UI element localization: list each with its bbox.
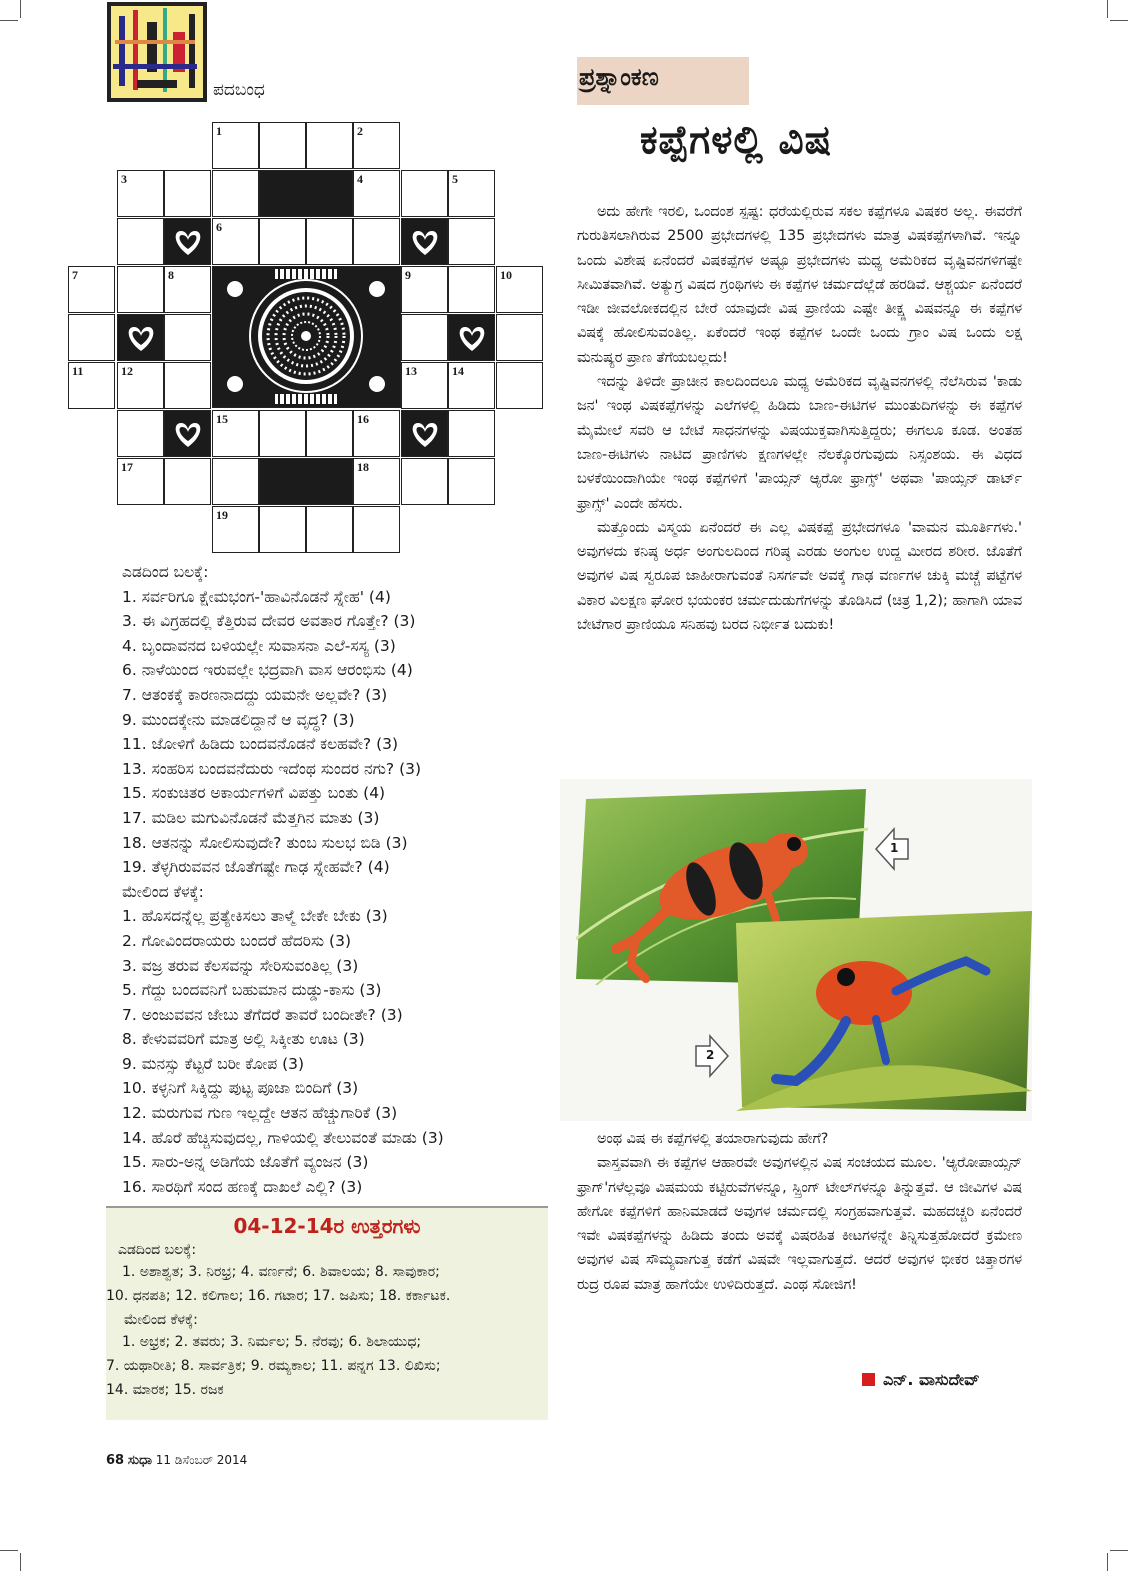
answers-across — [106, 1260, 542, 1308]
answers-line: 1. ಅಶಾಶ್ವತ; 3. ನಿರಭ್ರ; 4. ವರ್ಣನೆ; 6. ಶಿವಾಲಯ; 8. ಸಾವುಕಾರ; — [122, 1264, 440, 1280]
article-paragraph: ಅದು ಹೇಗೇ ಇರಲಿ, ಒಂದಂಶ ಸ್ಪಷ್ಟ: ಧರೆಯಲ್ಲಿರುವ ಸಕಲ ಕಪ್ಪೆಗಳೂ ವಿಷಕರ ಅಲ್ಲ. ಈವರೆಗೆ ಗುರುತಿಸಲಾಗಿರುವ 2500 ಪ್ರಭೇದಗಳಲ್ಲಿ 135 ಪ್ರಭೇದಗಳು ಮಾತ್ರ ವಿಷಕಪ್ಪೆಗಳಾಗಿವೆ. ಇನ್ನೂ ಒಂದು ವಿಶೇಷ ಏನೆಂದರೆ ವಿಷಕಪ್ಪೆಗಳ ಅಷ್ಟೂ ಪ್ರಭೇದಗಳು ಮಧ್ಯ ಅಮೆರಿಕದ ವೃಷ್ಟಿವನಗಳಿಗಷ್ಟೇ ಸೀಮಿತವಾಗಿವೆ. ಅತ್ಯುಗ್ರ ವಿಷದ ಗ್ರಂಥಿಗಳು ಈ ಕಪ್ಪೆಗಳ ಚರ್ಮದೆಲ್ಲೆಡೆ ಹರಡಿವೆ. ಆಶ್ಚರ್ಯ ಏನೆಂದರೆ ಇಡೀ ಜೀವಲೋಕದಲ್ಲಿನ ಬೇರೆ ಯಾವುದೇ ವಿಷ ಪ್ರಾಣಿಯ ಎಷ್ಟೇ ತೀಕ್ಷ್ಣ ವಿಷವನ್ನೂ ಈ ಕಪ್ಪೆಗಳ ವಿಷಕ್ಕೆ ಹೋಲಿಸುವಂತಿಲ್ಲ. ಏಕೆಂದರೆ ಇಂಥ ಕಪ್ಪೆಗಳ ಒಂದೇ ಒಂದು ಗ್ರಾಂ ವಿಷ ಒಂದು ಲಕ್ಷ ಮನುಷ್ಯರ ಪ್ರಾಣ ತೆಗೆಯಬಲ್ಲದು! — [577, 204, 1022, 366]
grid-cell[interactable] — [212, 506, 259, 553]
crop-mark — [0, 20, 18, 21]
heart-icon — [164, 218, 211, 265]
heart-icon — [448, 314, 495, 361]
grid-cell[interactable] — [117, 362, 164, 409]
grid-cell[interactable] — [117, 266, 164, 313]
grid-cell[interactable] — [353, 170, 400, 217]
photo-1-arrow — [872, 827, 912, 875]
grid-cell[interactable] — [353, 218, 400, 265]
article-paragraph: ಇದನ್ನು ತಿಳಿದೇ ಪ್ರಾಚೀನ ಕಾಲದಿಂದಲೂ ಮಧ್ಯ ಅಮೆರಿಕದ ವೃಷ್ಟಿವನಗಳಲ್ಲಿ ನೆಲೆಸಿರುವ 'ಕಾಡು ಜನ' ಇಂಥ ವಿಷಕಪ್ಪೆಗಳನ್ನು ಎಲೆಗಳಲ್ಲಿ ಹಿಡಿದು ಬಾಣ-ಈಟಿಗಳ ಮುಂತುದಿಗಳನ್ನು ಈ ಕಪ್ಪೆಗಳ ಮೈಮೇಲೆ ಸವರಿ ಆ ಬೇಟೆ ಸಾಧನಗಳನ್ನು ವಿಷಯುಕ್ತವಾಗಿಸುತ್ತಿದ್ದರು; ಈಗಲೂ ಕೂಡ. ಅಂತಹ ಬಾಣ-ಈಟಿಗಳು ನಾಟಿದ ಪ್ರಾಣಿಗಳು ಕ್ಷಣಗಳಲ್ಲೇ ನೆಲಕ್ಕೊರಗುವುದು ನಿಸ್ಸಂಶಯ. ಈ ವಿಧದ ಬಳಕೆಯಿಂದಾಗಿಯೇ ಇಂಥ ಕಪ್ಪೆಗಳಿಗೆ 'ಪಾಯ್ಸನ್ ಆ್ಯರೋ ಫ್ರಾಗ್ಸ್' ಅಥವಾ 'ಪಾಯ್ಸನ್ ಡಾರ್ಟ್ ಫ್ರಾಗ್ಸ್' ಎಂದೇ ಹೆಸರು. — [577, 374, 1022, 512]
crop-mark — [1110, 20, 1128, 21]
grid-cell[interactable] — [401, 362, 448, 409]
cell-number: 10 — [500, 268, 512, 282]
cell-number: 19 — [216, 508, 228, 522]
clue-item: 2. ಗೋವಿಂದರಾಯರು ಬಂದರೆ ಹೆದರಿಸು (3) — [122, 931, 351, 950]
across-heading: ಎಡದಿಂದ ಬಲಕ್ಕೆ: — [122, 563, 209, 581]
clue-item: 7. ಅಂಜುವವನ ಜೇಬು ತೆಗೆದರೆ ತಾವರೆ ಬಂದೀತೇ? (3) — [122, 1005, 403, 1024]
clue-item: 5. ಗೆದ್ದು ಬಂದವನಿಗೆ ಬಹುಮಾನ ದುಡ್ಡು-ಕಾಸು (3) — [122, 981, 382, 1000]
article-body-continued — [577, 1127, 1022, 1297]
heart-icon — [117, 314, 164, 361]
grid-cell[interactable] — [306, 506, 353, 553]
issue-date: 11 ಡಿಸೆಂಬರ್ 2014 — [155, 1453, 248, 1467]
grid-cell[interactable] — [401, 266, 448, 313]
cell-number: 2 — [357, 124, 363, 138]
page-number: 68 — [106, 1453, 125, 1468]
heart-icon — [401, 410, 448, 457]
grid-cell[interactable] — [401, 314, 448, 361]
clue-item: 1. ಹೊಸದನ್ನೆಲ್ಲ ಪ್ರತ್ಯೇಕಿಸಲು ತಾಳ್ಮೆ ಬೇಕೇ ಬೇಕು (3) — [122, 907, 388, 926]
mandala-ornament — [212, 266, 401, 408]
grid-cell[interactable] — [164, 170, 211, 217]
grid-cell[interactable] — [117, 458, 164, 505]
grid-cell[interactable] — [306, 218, 353, 265]
grid-cell[interactable] — [212, 122, 259, 169]
heart-icon — [164, 410, 211, 457]
crop-mark — [1110, 1550, 1128, 1551]
answers-down-heading: ಮೇಲಿಂದ ಕೆಳಕ್ಕೆ: — [124, 1312, 198, 1328]
section-label: ಪದಬಂಧ — [213, 80, 265, 100]
answers-line: 14. ಮಾರಕ; 15. ರಜಕ — [106, 1382, 224, 1398]
clue-item: 17. ಮಡಿಲ ಮಗುವಿನೊಡನೆ ಮೆತ್ತಗಿನ ಮಾತು (3) — [122, 808, 380, 827]
grid-cell[interactable] — [164, 362, 211, 409]
grid-cell[interactable] — [448, 458, 495, 505]
crop-mark — [0, 1550, 18, 1551]
section-tag-label: ಪ್ರಶ್ನಾಂಕಣ — [579, 63, 659, 91]
grid-cell[interactable] — [68, 266, 115, 313]
grid-cell[interactable] — [306, 122, 353, 169]
cell-number: 11 — [72, 364, 84, 378]
article-headline: ಕಪ್ಪೆಗಳಲ್ಲಿ ವಿಷ — [640, 118, 833, 163]
clue-item: 7. ಆತಂಕಕ್ಕೆ ಕಾರಣನಾದದ್ದು ಯಮನೇ ಅಲ್ಲವೇ? (3) — [122, 685, 388, 704]
answers-box — [106, 1206, 548, 1420]
cell-number: 14 — [452, 364, 464, 378]
grid-cell[interactable] — [164, 458, 211, 505]
crossword-logo — [107, 2, 207, 102]
grid-cell[interactable] — [212, 218, 259, 265]
cell-number: 1 — [216, 124, 222, 138]
clue-item: 8. ಕೇಳುವವರಿಗೆ ಮಾತ್ರ ಅಲ್ಲಿ ಸಿಕ್ಕೀತು ಊಟ (3) — [122, 1030, 365, 1049]
grid-cell[interactable] — [353, 410, 400, 457]
grid-cell[interactable] — [353, 458, 400, 505]
cell-number: 3 — [121, 172, 127, 186]
article-body — [577, 200, 1022, 637]
grid-cell[interactable] — [448, 362, 495, 409]
clue-item: 19. ತೆಳ್ಳಗಿರುವವನ ಜೊತೆಗಷ್ಟೇ ಗಾಢ ಸ್ನೇಹವೇ? (4) — [122, 858, 390, 877]
article-paragraph: ಅಂಥ ವಿಷ ಈ ಕಪ್ಪೆಗಳಲ್ಲಿ ತಯಾರಾಗುವುದು ಹೇಗೆ? — [597, 1131, 829, 1147]
answers-line: 10. ಧನಪತಿ; 12. ಕಲಿಗಾಲ; 16. ಗಟಾರ; 17. ಜಪಿಸು; 18. ಕರ್ಕಾಟಕ. — [106, 1288, 451, 1304]
author-name: ಎನ್. ವಾಸುದೇವ್ — [883, 1370, 980, 1389]
black-cell — [259, 458, 353, 505]
grid-cell[interactable] — [164, 266, 211, 313]
clue-item: 15. ಸಾರು-ಅನ್ನ ಅಡಿಗೆಯ ಜೊತೆಗೆ ವ್ಯಂಜನ (3) — [122, 1153, 369, 1172]
grid-cell[interactable] — [353, 506, 400, 553]
clue-item: 18. ಆತನನ್ನು ಸೋಲಿಸುವುದೇ? ತುಂಬ ಸುಲಭ ಬಿಡಿ (3) — [122, 833, 408, 852]
grid-cell[interactable] — [68, 362, 115, 409]
clue-item: 6. ನಾಳೆಯಿಂದ ಇರುವಲ್ಲೇ ಭದ್ರವಾಗಿ ವಾಸ ಆರಂಭಿಸು (4) — [122, 661, 413, 680]
grid-cell[interactable] — [259, 410, 306, 457]
clue-item: 9. ಮುಂದಕ್ಕೇನು ಮಾಡಲಿದ್ದಾನೆ ಆ ವೃದ್ಧ? (3) — [122, 710, 355, 729]
clue-item: 1. ಸರ್ವರಿಗೂ ಕ್ಷೇಮಭಂಗ-'ಹಾವಿನೊಡನೆ ಸ್ನೇಹ' (4) — [122, 587, 391, 606]
grid-cell[interactable] — [259, 122, 306, 169]
section-tag — [577, 57, 749, 105]
grid-cell[interactable] — [448, 266, 495, 313]
grid-cell[interactable] — [164, 314, 211, 361]
article-paragraph: ಮತ್ತೊಂದು ವಿಸ್ಮಯ ಏನೆಂದರೆ ಈ ಎಲ್ಲ ವಿಷಕಪ್ಪೆ ಪ್ರಭೇದಗಳೂ 'ವಾಮನ ಮೂರ್ತಿಗಳು.' ಅವುಗಳದು ಕನಿಷ್ಠ ಅರ್ಧ ಅಂಗುಲದಿಂದ ಗರಿಷ್ಠ ಎರಡು ಅಂಗುಲ ಉದ್ದ ಮೀರದ ಶರೀರ. ಜೊತೆಗೆ ಅವುಗಳ ವಿಷ ಸ್ವರೂಪ ಜಾಹೀರಾಗುವಂತೆ ನಿಸರ್ಗವೇ ಅವಕ್ಕೆ ಗಾಢ ವರ್ಣಗಳ ಚುಕ್ಕಿ ಮಚ್ಚೆ ಪಟ್ಟೆಗಳ ವಿಕಾರ ವಿಲಕ್ಷಣ ಘೋರ ಭಯಂಕರ ಚರ್ಮದುಡುಗೆಗಳನ್ನು ತೊಡಿಸಿದೆ (ಚಿತ್ರ 1,2); ಹಾಗಾಗಿ ಯಾವ ಬೇಟೆಗಾರ ಪ್ರಾಣಿಯೂ ಸನಿಹವು ಬರದ ನಿರ್ಭೀತ ಬದುಕು! — [577, 519, 1022, 634]
grid-cell[interactable] — [353, 122, 400, 169]
grid-cell[interactable] — [68, 314, 115, 361]
grid-cell[interactable] — [117, 218, 164, 265]
answers-line: 7. ಯಥಾರೀತಿ; 8. ಸಾರ್ವತ್ರಿಕ; 9. ರಮ್ಯಕಾಲ; 11. ಪನ್ನಗ 13. ಲಿಖಿಸು; — [106, 1358, 441, 1374]
black-cell — [259, 170, 353, 217]
cell-number: 15 — [216, 412, 228, 426]
clue-item: 4. ಬೃಂದಾವನದ ಬಳಿಯಲ್ಲೇ ಸುವಾಸನಾ ಎಲೆ-ಸಸ್ಯ (3) — [122, 636, 396, 655]
clue-item: 12. ಮರುಗುವ ಗುಣ ಇಲ್ಲದ್ದೇ ಆತನ ಹೆಚ್ಚುಗಾರಿಕೆ (3) — [122, 1104, 398, 1123]
byline-marker-icon — [862, 1373, 875, 1386]
grid-cell[interactable] — [117, 170, 164, 217]
grid-cell[interactable] — [448, 170, 495, 217]
grid-cell[interactable] — [259, 218, 306, 265]
clue-item: 10. ಕಳ್ಳನಿಗೆ ಸಿಕ್ಕಿದ್ದು ಪುಟ್ಟ ಪೂಜಾ ಬಿಂದಿಗೆ (3) — [122, 1079, 359, 1098]
cell-number: 16 — [357, 412, 369, 426]
cell-number: 9 — [405, 268, 411, 282]
crop-mark — [1107, 1553, 1108, 1571]
answers-line: 1. ಅಭ್ರಕ; 2. ತವರು; 3. ನಿರ್ಮಲ; 5. ನೆರವು; 6. ಶಿಲಾಯುಧ; — [122, 1334, 422, 1350]
grid-cell[interactable] — [401, 170, 448, 217]
clue-item: 13. ಸಂಹರಿಸ ಬಂದವನೆದುರು ಇದೆಂಥ ಸುಂದರ ನಗು? (3) — [122, 759, 422, 778]
answers-across-heading: ಎಡದಿಂದ ಬಲಕ್ಕೆ: — [118, 1242, 197, 1258]
grid-cell[interactable] — [496, 266, 543, 313]
grid-cell[interactable] — [212, 410, 259, 457]
crossword-clues — [122, 560, 552, 1199]
cell-number: 4 — [357, 172, 363, 186]
photo-label: 2 — [706, 1048, 715, 1062]
answers-down — [106, 1330, 542, 1402]
grid-cell[interactable] — [496, 362, 543, 409]
clue-item: 3. ಈ ವಿಗ್ರಹದಲ್ಲಿ ಕೆತ್ತಿರುವ ದೇವರ ಅವತಾರ ಗೊತ್ತೇ? (3) — [122, 612, 416, 631]
cell-number: 5 — [452, 172, 458, 186]
article-paragraph: ವಾಸ್ತವವಾಗಿ ಈ ಕಪ್ಪೆಗಳ ಆಹಾರವೇ ಅವುಗಳಲ್ಲಿನ ವಿಷ ಸಂಚಯದ ಮೂಲ. 'ಆ್ಯರೋಪಾಯ್ಸನ್ ಫ್ರಾಗ್'ಗಳೆಲ್ಲವೂ ವಿಷಮಯ ಕಟ್ಟಿರುವೆಗಳನ್ನೂ, ಸ್ಪ್ರಿಂಗ್ ಟೇಲ್‌ಗಳನ್ನೂ ತಿನ್ನುತ್ತವೆ. ಆ ಜೀವಿಗಳ ವಿಷ ಹೇಗೋ ಕಪ್ಪೆಗಳಿಗೆ ಹಾನಿಮಾಡದೆ ಅವುಗಳ ಚರ್ಮದಲ್ಲಿ ಸಂಗ್ರಹವಾಗುತ್ತವೆ. ಮಹದಚ್ಚರಿ ಏನೆಂದರೆ ಇವೇ ವಿಷಕಪ್ಪೆಗಳನ್ನು ಹಿಡಿದು ತಂದು ಅವಕ್ಕೆ ವಿಷರಹಿತ ಕೀಟಗಳನ್ನೇ ತಿನ್ನಿಸುತ್ತಹೋದರೆ ಕ್ರಮೇಣ ಅವುಗಳ ವಿಷ ಸೌಮ್ಯವಾಗುತ್ತ ಕಡೆಗೆ ವಿಷವೇ ಇಲ್ಲವಾಗುತ್ತದೆ. ಆದರೆ ಅವುಗಳ ಭೀಕರ ಚಿತ್ತಾರಗಳ ರುದ್ರ ರೂಪ ಮಾತ್ರ ಹಾಗೆಯೇ ಉಳಿದಿರುತ್ತದೆ. ಎಂಥ ಸೋಜಿಗ! — [577, 1155, 1022, 1293]
grid-cell[interactable] — [448, 218, 495, 265]
clue-item: 11. ಜೋಳಿಗೆ ಹಿಡಿದು ಬಂದವನೊಡನೆ ಕಲಹವೇ? (3) — [122, 735, 399, 754]
crop-mark — [1107, 0, 1108, 18]
cell-number: 17 — [121, 460, 133, 474]
grid-cell[interactable] — [259, 506, 306, 553]
heart-icon — [401, 218, 448, 265]
photo-2-arrow — [692, 1034, 732, 1082]
answers-title: 04-12-14ರ ಉತ್ತರಗಳು — [233, 1214, 421, 1238]
frog-photos — [560, 779, 1032, 1121]
grid-cell[interactable] — [117, 410, 164, 457]
clue-item: 9. ಮನಸ್ಸು ಕೆಟ್ಟರೆ ಬರೀ ಕೋಪ (3) — [122, 1054, 305, 1073]
cell-number: 8 — [168, 268, 174, 282]
down-heading: ಮೇಲಿಂದ ಕೆಳಕ್ಕೆ: — [122, 882, 204, 901]
frog-photo-2 — [736, 911, 1032, 1111]
cell-number: 13 — [405, 364, 417, 378]
cell-number: 12 — [121, 364, 133, 378]
photo-label: 1 — [890, 841, 899, 855]
grid-cell[interactable] — [212, 170, 259, 217]
cell-number: 7 — [72, 268, 78, 282]
grid-cell[interactable] — [496, 314, 543, 361]
clue-item: 15. ಸಂಕುಚಿತರ ಅಕಾರ್ಯಗಳಿಗೆ ವಿಪತ್ತು ಬಂತು (4) — [122, 784, 386, 803]
grid-cell[interactable] — [448, 410, 495, 457]
author-byline — [862, 1370, 980, 1390]
clue-item: 14. ಹೊರೆ ಹೆಚ್ಚಿಸುವುದಲ್ಲ, ಗಾಳಿಯಲ್ಲಿ ತೇಲುವಂತೆ ಮಾಡು (3) — [122, 1128, 444, 1147]
magazine-name: ಸುಧಾ — [127, 1453, 152, 1468]
cell-number: 6 — [216, 220, 222, 234]
crop-mark — [20, 0, 21, 18]
crossword-grid — [68, 122, 548, 552]
grid-cell[interactable] — [306, 410, 353, 457]
page-footer — [106, 1453, 247, 1468]
crop-mark — [20, 1553, 21, 1571]
clue-item: 3. ವಜ್ರ ತರುವ ಕೆಲಸವನ್ನು ಸೇರಿಸುವಂತಿಲ್ಲ (3) — [122, 956, 359, 975]
clue-item: 16. ಸಾರಥಿಗೆ ಸಂದ ಹಣಕ್ಕೆ ದಾಖಲೆ ಎಲ್ಲಿ? (3) — [122, 1177, 363, 1196]
grid-cell[interactable] — [212, 458, 259, 505]
grid-cell[interactable] — [401, 458, 448, 505]
cell-number: 18 — [357, 460, 369, 474]
